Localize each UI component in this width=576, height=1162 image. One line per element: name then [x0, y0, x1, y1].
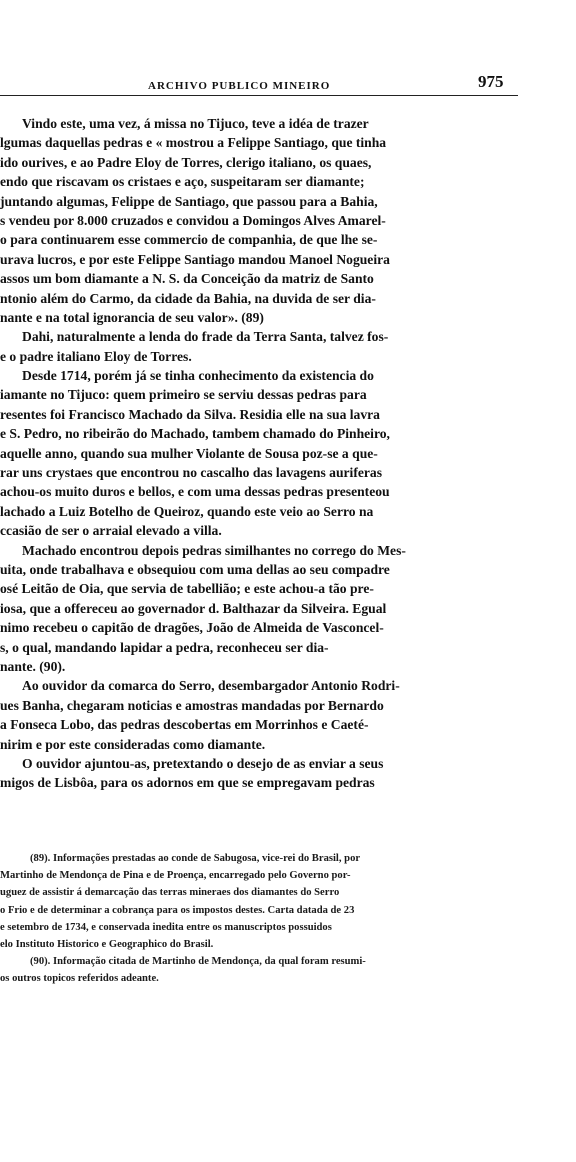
- text-line: urava lucros, e por este Felippe Santiago mandou Manoel Nogueira: [0, 251, 390, 267]
- text-line: O ouvidor ajuntou-as, pretextando o desejo de as enviar a seus: [22, 755, 384, 771]
- page-header: [0, 72, 576, 96]
- text-line: iamante no Tijuco: quem primeiro se serviu dessas pedras para: [0, 387, 367, 403]
- text-line: Ao ouvidor da comarca do Serro, desembargador Antonio Rodri-: [22, 678, 400, 694]
- text-line: Vindo este, uma vez, á missa no Tijuco, teve a idéa de trazer: [22, 116, 369, 131]
- footnote-line: uguez de assistir á demarcação das terras mineraes dos diamantes do Serro: [0, 887, 340, 899]
- text-line: migos de Lisbôa, para os adornos em que se empregavam pedras: [0, 775, 375, 791]
- text-line: Dahi, naturalmente a lenda do frade da Terra Santa, talvez fos-: [22, 329, 389, 345]
- text-line: lachado a Luiz Botelho de Queiroz, quando este veio ao Serro na: [0, 503, 374, 519]
- text-line: assos um bom diamante a N. S. da Conceição da matriz de Santo: [0, 271, 374, 287]
- text-line: aquelle anno, quando sua mulher Violante de Sousa poz-se a que-: [0, 445, 378, 461]
- text-line: s vendeu por 8.000 cruzados e convidou a Domingos Alves Amarel-: [0, 212, 386, 228]
- footnotes: [0, 850, 518, 988]
- text-line: o para continuarem esse commercio de companhia, de que lhe se-: [0, 232, 378, 248]
- body-text: [0, 114, 518, 793]
- text-line: endo que riscavam os cristaes e aço, suspeitaram ser diamante;: [0, 174, 365, 190]
- text-line: resentes foi Francisco Machado da Silva. Residia elle na sua lavra: [0, 406, 380, 422]
- footnote-line: elo Instituto Historico e Geographico do Brasil.: [0, 938, 214, 950]
- header-rule: [0, 95, 518, 96]
- footnote-line: o Frio e de determinar a cobrança para os impostos destes. Carta datada de 23: [0, 904, 355, 916]
- page-number: 975: [478, 72, 504, 91]
- footnote-line: (90). Informação citada de Martinho de Mendonça, da qual foram resumi-: [30, 956, 366, 968]
- text-line: ido ourives, e ao Padre Eloy de Torres, clerigo italiano, os quaes,: [0, 154, 372, 170]
- footnote-line: (89). Informações prestadas ao conde de Sabugosa, vice-rei do Brasil, por: [30, 853, 361, 864]
- text-line: iosa, que a offereceu ao governador d. Balthazar da Silveira. Egual: [0, 600, 387, 616]
- text-line: e S. Pedro, no ribeirão do Machado, tambem chamado do Pinheiro,: [0, 426, 390, 442]
- text-line: osé Leitão de Oia, que servia de tabellião; e este achou-a tão pre-: [0, 581, 374, 597]
- footnote-line: os outros topicos referidos adeante.: [0, 973, 159, 985]
- footnote-line: e setembro de 1734, e conservada inedita entre os manuscriptos possuidos: [0, 921, 332, 933]
- text-line: s, o qual, mandando lapidar a pedra, reconheceu ser dia-: [0, 639, 329, 655]
- text-line: nante. (90).: [0, 658, 66, 674]
- running-title: ARCHIVO PUBLICO MINEIRO: [148, 80, 331, 92]
- text-line: lgumas daquellas pedras e « mostrou a Felippe Santiago, que tinha: [0, 135, 387, 151]
- text-line: uita, onde trabalhava e obsequiou com uma dellas ao seu compadre: [0, 561, 390, 577]
- text-line: nimo recebeu o capitão de dragões, João de Almeida de Vasconcel-: [0, 620, 384, 636]
- text-line: a Fonseca Lobo, das pedras descobertas em Morrinhos e Caeté-: [0, 717, 369, 733]
- text-line: nirim e por este consideradas como diamante.: [0, 736, 266, 752]
- text-line: ccasião de ser o arraial elevado a villa.: [0, 523, 222, 539]
- text-line: e o padre italiano Eloy de Torres.: [0, 348, 192, 364]
- text-line: Machado encontrou depois pedras similhantes no corrego do Mes-: [22, 542, 406, 558]
- text-line: ntonio além do Carmo, da cidade da Bahia, na duvida de ser dia-: [0, 290, 376, 306]
- text-line: nante e na total ignorancia de seu valor». (89): [0, 309, 264, 325]
- text-line: rar uns crystaes que encontrou no cascalho das lavagens auriferas: [0, 465, 383, 481]
- text-line: juntando algumas, Felippe de Santiago, que passou para a Bahia,: [0, 193, 378, 209]
- text-line: Desde 1714, porém já se tinha conhecimento da existencia do: [22, 368, 374, 384]
- text-line: ues Banha, chegaram noticias e amostras mandadas por Bernardo: [0, 697, 384, 713]
- footnote-line: Martinho de Mendonça de Pina e de Proença, encarregado pelo Governo por-: [0, 870, 351, 882]
- text-line: achou-os muito duros e bellos, e com uma dessas pedras presenteou: [0, 484, 390, 500]
